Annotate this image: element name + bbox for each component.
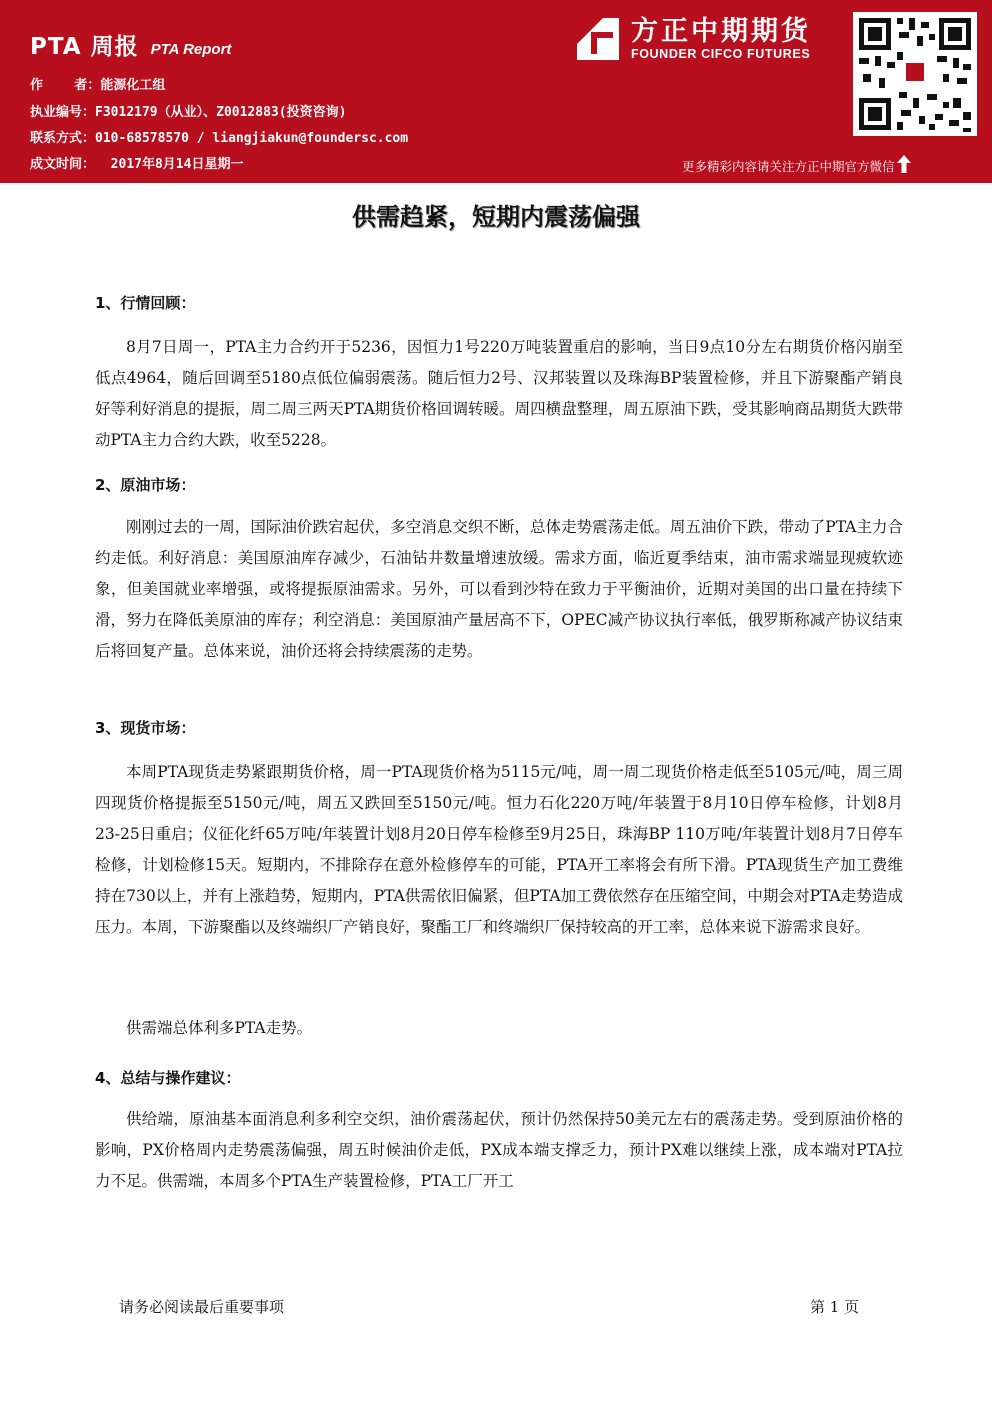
wechat-follow-note <box>682 155 911 176</box>
company-logo <box>573 14 811 64</box>
paragraph-spot-market: 本周PTA现货走势紧跟期货价格，周一PTA现货价格为5115元/吨，周一周二现货价格走低至5105元/吨，周三周四现货价格提振至5150元/吨，周五又跌回至5150元/吨。恒力石化220万吨/年装置于8月10日停车检修，计划8月23-25日重启；仪征化纤65万吨/年装置计划8月20日停车检修至9月25日，珠海BP 110万吨/年装置计划8月7日停车检修，计划检修15天。短期内，不排除存在意外检修停车的可能，PTA开工率将会有所下滑。PTA现货生产加工费维持在730以上，并有上涨趋势，短期内，PTA供需依旧偏紧，但PTA加工费依然存在压缩空间，中期会对PTA走势造成压力。本周，下游聚酯以及终端织厂产销良好，聚酯工厂和终端织厂保持较高的开工率，总体来说下游需求良好。 <box>95 763 903 936</box>
logo-cn-text: 方正中期期货 <box>631 16 811 47</box>
report-type-subtitle: PTA Report <box>150 41 232 58</box>
date-label: 成文时间： <box>30 157 96 172</box>
document-title: 供需趋紧，短期内震荡偏强 <box>352 203 640 231</box>
wechat-note-text: 更多精彩内容请关注方正中期官方微信 <box>682 158 895 174</box>
section-heading-crude-oil: 2、原油市场： <box>95 476 196 494</box>
paragraph-crude-oil: 刚刚过去的一周，国际油价跌宕起伏，多空消息交织不断，总体走势震荡走低。周五油价下跌，带动了PTA主力合约走低。利好消息：美国原油库存减少，石油钻井数量增速放缓。需求方面，临近夏季结束，油市需求端显现疲软迹象，但美国就业率增强，或将提振原油需求。另外，可以看到沙特在致力于平衡油价，近期对美国的出口量在持续下滑，努力在降低美原油的库存；利空消息：美国原油产量居高不下，OPEC减产协议执行率低，俄罗斯称减产协议结束后将回复产量。总体来说，油价还将会持续震荡的走势。 <box>95 518 903 660</box>
report-type-title: PTA 周报 <box>30 34 139 60</box>
license-line <box>30 101 346 120</box>
arrow-up-icon <box>897 155 911 176</box>
paragraph-summary: 供给端，原油基本面消息利多利空交织，油价震荡起伏，预计仍然保持50美元左右的震荡走势。受到原油价格的影响，PX价格周内走势震荡偏强，周五时候油价走低，PX成本端支撑乏力，预计PX难以继续上涨，成本端对PTA拉力不足。供需端，本周多个PTA生产装置检修，PTA工厂开工 <box>95 1110 903 1190</box>
paragraph-spot-summary: 供需端总体利多PTA走势。 <box>126 1019 313 1037</box>
logo-en-text: FOUNDER CIFCO FUTURES <box>631 47 811 61</box>
author-value: 能源化工组 <box>100 78 166 93</box>
section-heading-summary: 4、总结与操作建议： <box>95 1069 241 1087</box>
contact-value[interactable]: 010-68578570 / liangjiakun@foundersc.com <box>95 131 409 146</box>
footer-disclaimer-note: 请务必阅读最后重要事项 <box>119 1298 285 1316</box>
contact-line <box>30 127 408 146</box>
paragraph-market-review: 8月7日周一，PTA主力合约开于5236，因恒力1号220万吨装置重启的影响，当日9点10分左右期货价格闪崩至低点4964，随后回调至5180点低位偏弱震荡。随后恒力2号、汉邦装置以及珠海BP装置检修，并且下游聚酯产销良好等利好消息的提振，周二周三两天PTA期货价格回调转暖。周四横盘整理，周五原油下跌，受其影响商品期货大跌带动PTA主力合约大跌，收至5228。 <box>95 338 903 449</box>
footer-page-number: 第 1 页 <box>810 1298 860 1316</box>
report-header <box>0 0 992 183</box>
license-value: F3012179（从业）、Z0012883(投资咨询) <box>95 105 347 120</box>
section-heading-spot-market: 3、现货市场： <box>95 719 196 737</box>
qr-code-icon <box>853 12 977 136</box>
license-label: 执业编号： <box>30 105 96 120</box>
founder-logo-icon <box>573 14 623 64</box>
date-line <box>30 153 243 172</box>
date-value: 2017年8月14日星期一 <box>95 157 244 172</box>
contact-label: 联系方式： <box>30 131 96 146</box>
section-heading-market-review: 1、行情回顾： <box>95 294 196 312</box>
author-label: 作 者： <box>30 78 101 93</box>
author-line <box>30 74 165 93</box>
report-title-row <box>30 28 231 61</box>
